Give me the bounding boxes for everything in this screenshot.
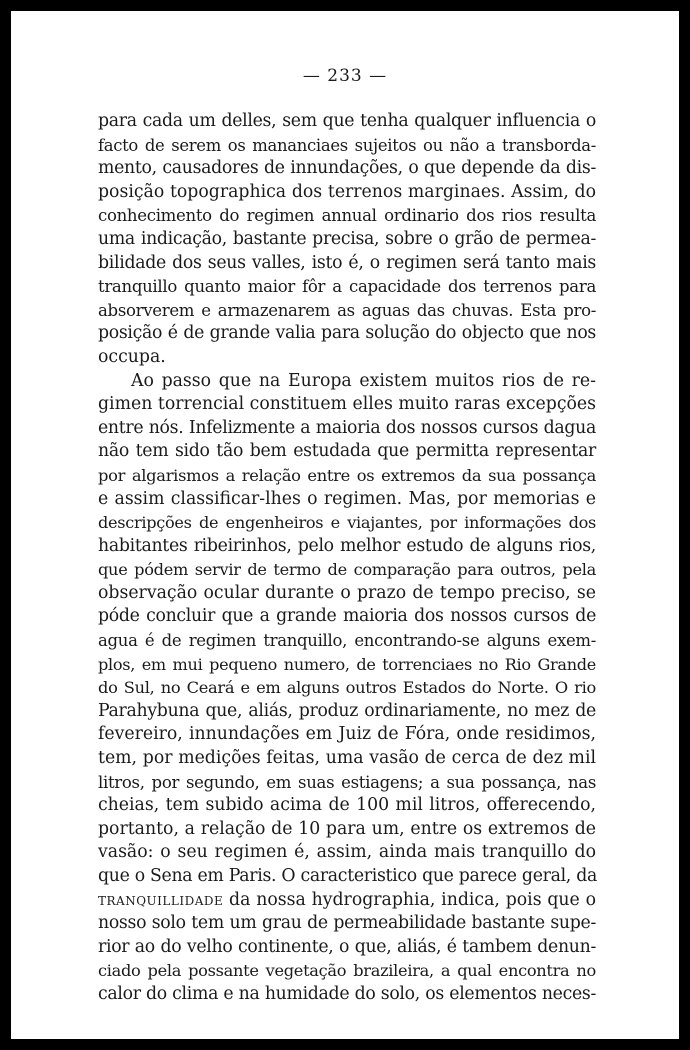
page-number: — 233 —: [302, 66, 388, 86]
text-line: que o Sena em Paris. O caracteristico que parece geral, da: [98, 866, 597, 886]
text-line: tem, por medições feitas, uma vasão de cerca de dez mil: [98, 748, 596, 769]
text-line: occupa.: [98, 346, 166, 367]
text-line: habitantes ribeirinhos, pelo melhor estudo de alguns rios,: [98, 535, 596, 556]
paragraph-1: [98, 110, 596, 370]
text-line: facto de serem os mananciaes sujeitos ou não a transborda-: [98, 135, 596, 155]
text-line: que pódem servir de termo de comparação para outros, pela: [98, 560, 596, 580]
text-fragment: da nossa hydrographia, indica, pois que o: [223, 889, 596, 910]
text-line-with-emphasis: [98, 889, 596, 913]
text-line: do Sul, no Ceará e em alguns outros Estados do Norte. O rio: [98, 678, 596, 698]
text-line: uma indicação, bastante precisa, sobre o grão de permea-: [98, 228, 596, 249]
text-line: posição topographica dos terrenos marginaes. Assim, do: [98, 181, 596, 202]
text-line: cheias, tem subido acima de 100 mil litros, offerecendo,: [98, 795, 596, 816]
text-line: descripções de engenheiros e viajantes, por informações dos: [98, 513, 596, 533]
small-caps-emphasis: tranquillidade: [98, 889, 224, 910]
paragraph-2: [98, 370, 596, 1007]
text-line: Parahybuna que, aliás, produz ordinariamente, no mez de: [98, 700, 596, 721]
text-line: agua é de regimen tranquillo, encontrando-se alguns exem-: [98, 631, 596, 651]
text-line: Ao passo que na Europa existem muitos rios de re-: [131, 370, 596, 391]
text-line: litros, por segundo, em suas estiagens; a sua possança, nas: [98, 772, 596, 792]
text-line: bilidade dos seus valles, isto é, o regimen será tanto mais: [98, 252, 596, 273]
text-line: não tem sido tão bem estudada que permitta representar: [98, 441, 596, 462]
text-line: póde concluir que a grande maioria dos nossos cursos de: [98, 606, 596, 627]
text-line: rior ao do velho continente, o que, aliás, é tambem denun-: [98, 936, 596, 957]
text-line: fevereiro, innundações em Juiz de Fóra, onde residimos,: [98, 724, 596, 745]
body-text: [98, 110, 596, 1007]
text-line: para cada um delles, sem que tenha qualquer influencia o: [98, 111, 596, 131]
text-line: entre nós. Infelizmente a maioria dos nossos cursos dagua: [98, 417, 596, 438]
text-line: mento, causadores de innundações, o que depende da dis-: [98, 158, 596, 179]
text-line: ciado pela possante vegetação brazileira, a qual encontra no: [98, 961, 596, 981]
text-line: por algarismos a relação entre os extremos da sua possança: [98, 465, 596, 485]
text-line: posição é de grande valia para solução do objecto que nos: [98, 323, 596, 344]
text-line: gimen torrencial constituem elles muito raras excepções: [98, 394, 596, 415]
text-line: absorverem e armazenarem as aguas das chuvas. Esta pro-: [98, 300, 596, 320]
text-line: calor do clima e na humidade do solo, os elementos neces-: [98, 983, 596, 1004]
text-line: conhecimento do regimen annual ordinario dos rios resulta: [98, 206, 596, 226]
text-line: nosso solo tem um grau de permeabilidade bastante supe-: [98, 913, 596, 934]
text-line: e assim classificar-lhes o regimen. Mas, por memorias e: [98, 488, 596, 509]
text-line: portanto, a relação de 10 para um, entre os extremos de: [98, 818, 596, 839]
text-line: observação ocular durante o prazo de tempo preciso, se: [98, 582, 596, 603]
text-line: plos, em mui pequeno numero, de torrenciaes no Rio Grande: [98, 654, 596, 674]
text-line: vasão: o seu regimen é, assim, ainda mais tranquillo do: [98, 842, 596, 863]
text-line: tranquillo quanto maior fôr a capacidade dos terrenos para: [98, 277, 596, 297]
